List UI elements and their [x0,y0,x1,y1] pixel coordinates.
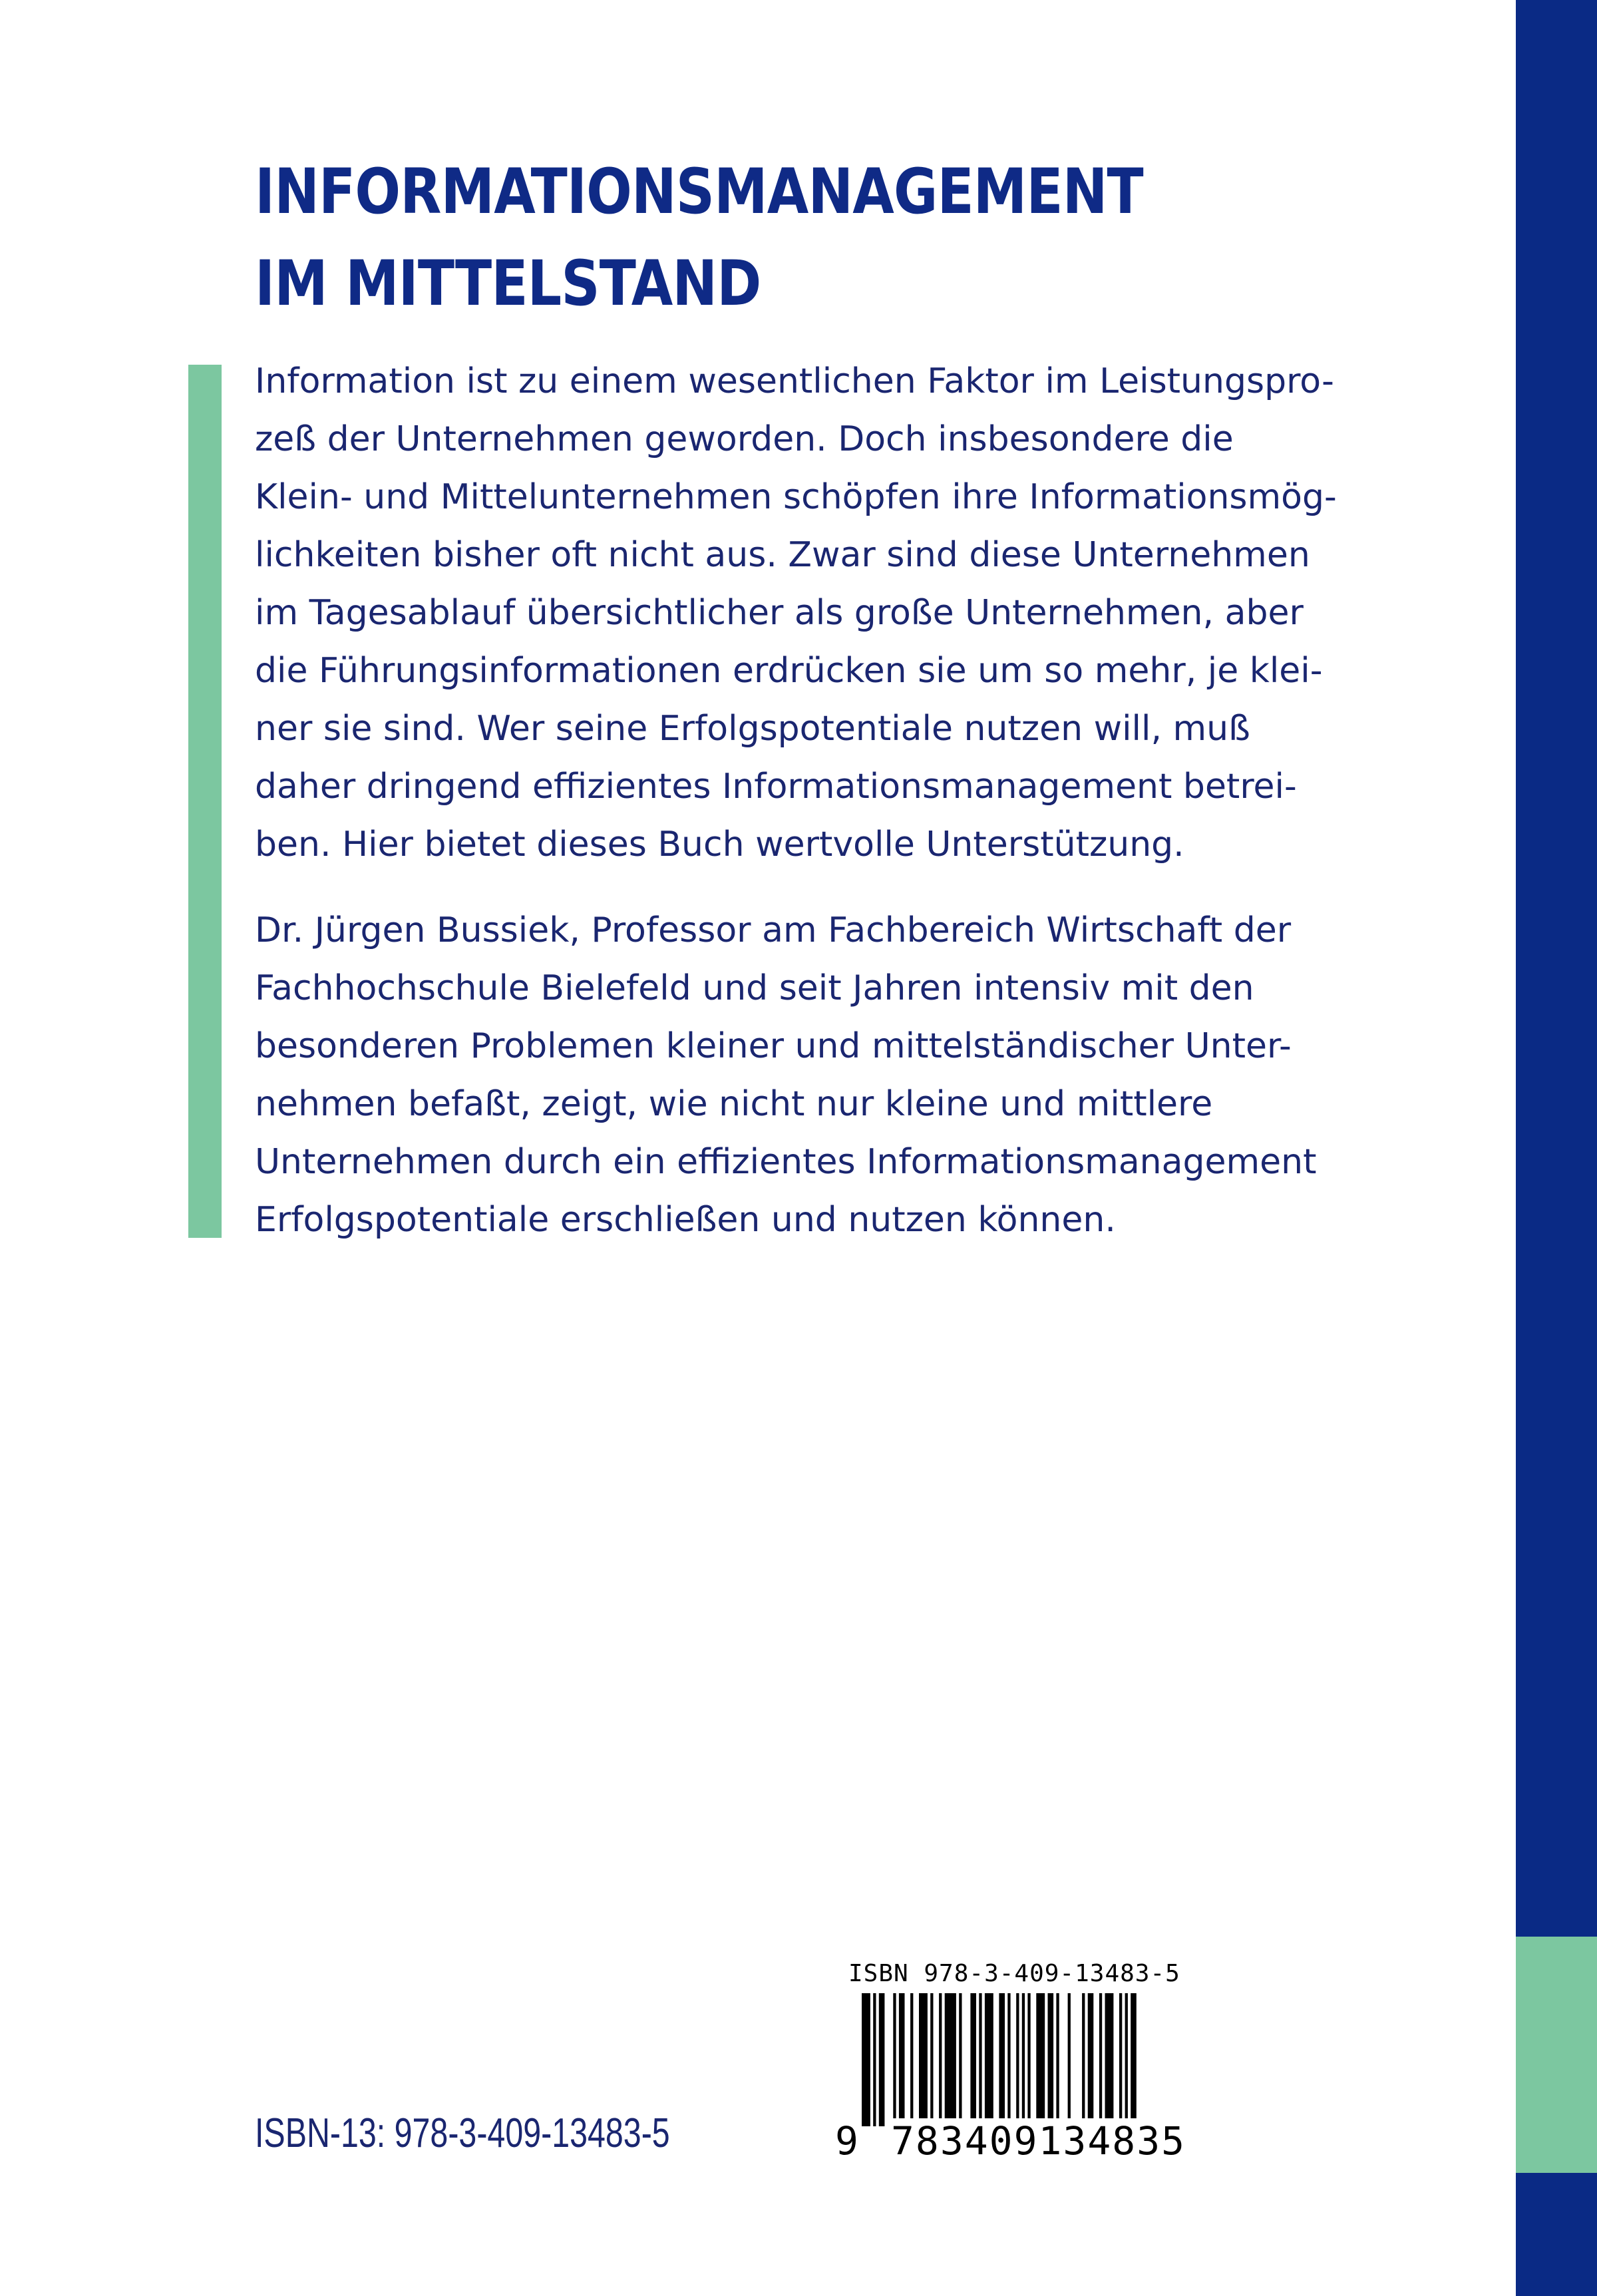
blurb-paragraph-1 [255,353,1337,874]
text-line: Fachhochschule Bielefeld und seit Jahren intensiv mit den [255,968,1254,1008]
barcode-bar [1119,1993,1122,2126]
barcode-bar [999,1993,1005,2126]
barcode-bar [979,1993,981,2126]
text-line: daher dringend effizientes Informationsmanagement betrei- [255,767,1297,807]
isbn-barcode [835,1960,1186,2166]
barcode-bar [1016,1993,1019,2126]
text-line: Dr. Jürgen Bussiek, Professor am Fachbereich Wirtschaft der [255,910,1292,950]
barcode-bar [893,1993,896,2126]
barcode-bar [945,1993,956,2126]
text-line: Information ist zu einem wesentlichen Faktor im Leistungspro- [255,361,1334,401]
spine-green-accent [1516,1937,1597,2173]
text-line: ben. Hier bietet dieses Buch wertvolle Unterstützung. [255,825,1184,864]
text-line: Erfolgspotentiale erschließen und nutzen können. [255,1200,1116,1240]
barcode-bar [1056,1993,1059,2126]
barcode-digits: 783409134835 [888,2118,1188,2164]
barcode-bar [1099,1993,1102,2126]
barcode-bars-graphic [862,1993,1141,2126]
barcode-bar [1036,1993,1045,2126]
text-line: lichkeiten bisher oft nicht aus. Zwar sind diese Unternehmen [255,535,1310,575]
barcode-bar [899,1993,905,2126]
barcode-bar [1105,1993,1114,2126]
barcode-bar [879,1993,885,2126]
barcode-bar [1082,1993,1085,2126]
barcode-bar [862,1993,870,2126]
text-line: Klein- und Mittelunternehmen schöpfen ihre Informationsmög- [255,477,1337,517]
book-title [255,146,1285,330]
text-line: Unternehmen durch ein effizientes Informationsmanagement [255,1142,1317,1182]
barcode-bar [959,1993,962,2126]
title-line: IM MITTELSTAND [255,248,761,320]
barcode-bar [970,1993,976,2126]
text-line: nehmen befaßt, zeigt, wie nicht nur kleine und mittlere [255,1084,1213,1124]
barcode-bar [1125,1993,1128,2126]
barcode-bar [919,1993,928,2126]
barcode-isbn-label: ISBN 978-3-409-13483-5 [848,1960,1180,1987]
barcode-first-digit: 9 [835,2118,858,2164]
barcode-bar [985,1993,993,2126]
text-accent-bar [188,365,222,1238]
isbn-13-text: ISBN-13: 978-3-409-13483-5 [255,2110,670,2156]
text-line: die Führungsinformationen erdrücken sie um so mehr, je klei- [255,651,1323,691]
barcode-bar [1007,1993,1010,2126]
text-line: ner sie sind. Wer seine Erfolgspotentiale nutzen will, muß [255,709,1250,749]
barcode-bar [910,1993,913,2126]
barcode-bar [1131,1993,1137,2126]
barcode-bar [1027,1993,1030,2126]
text-line: zeß der Unternehmen geworden. Doch insbesondere die [255,419,1234,459]
barcode-bar [873,1993,876,2126]
author-paragraph [255,902,1317,1249]
barcode-bar [1088,1993,1094,2126]
text-line: besonderen Problemen kleiner und mittelständischer Unter- [255,1026,1292,1066]
barcode-bar [1068,1993,1071,2126]
text-line: im Tagesablauf übersichtlicher als große Unternehmen, aber [255,593,1304,633]
barcode-bar [930,1993,933,2126]
barcode-bar [939,1993,942,2126]
barcode-bar [1022,1993,1025,2126]
title-line: INFORMATIONSMANAGEMENT [255,156,1143,228]
barcode-bar [1048,1993,1054,2126]
